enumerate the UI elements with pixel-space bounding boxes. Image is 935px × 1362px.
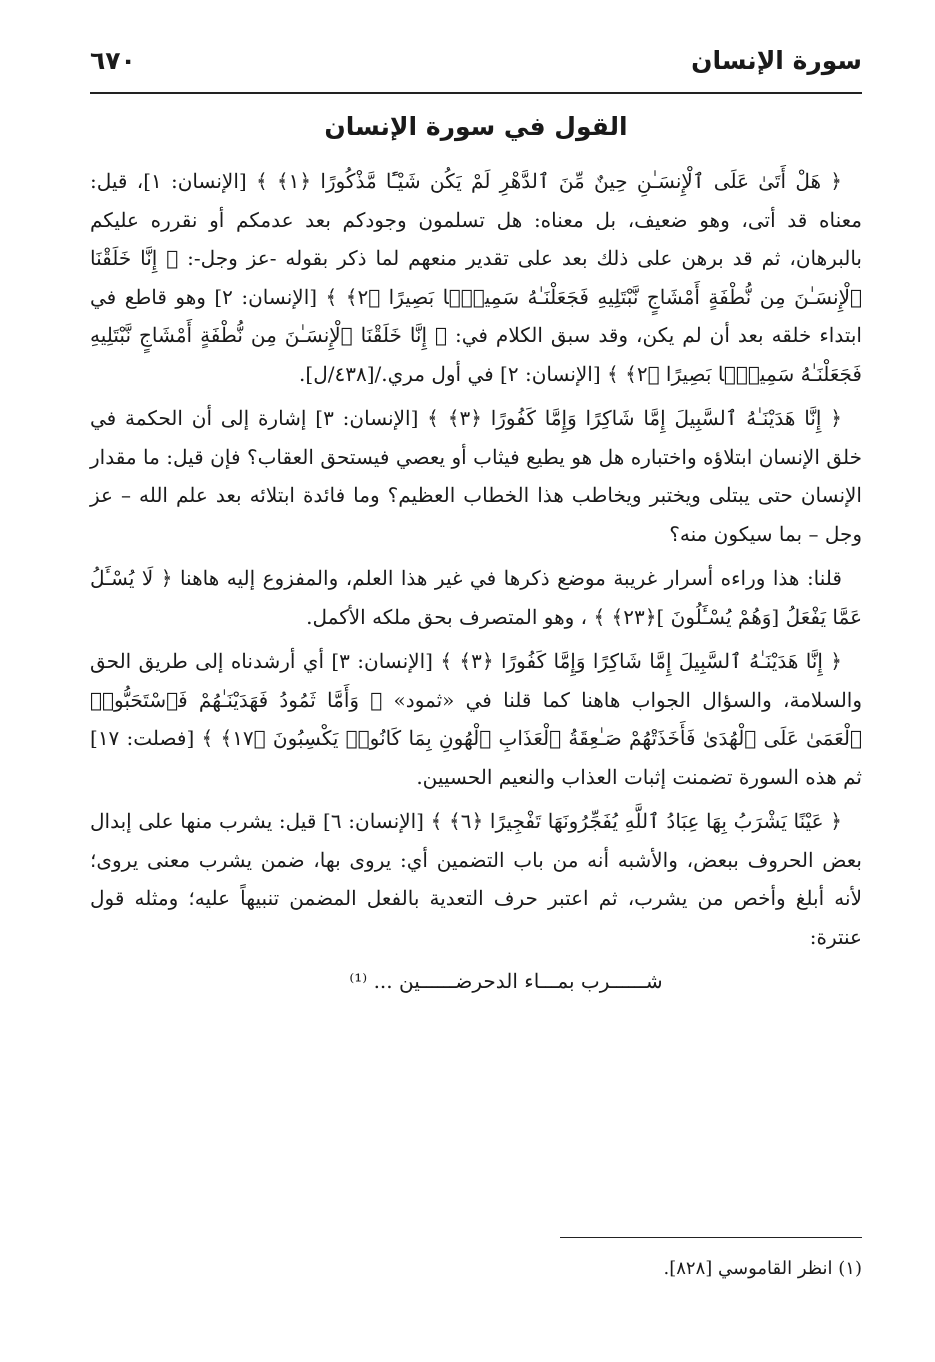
footnote-divider <box>560 1237 862 1238</box>
poem-line: شــــــرب بمـــاء الدحرضــــــين ... ⁽¹⁾ <box>349 969 663 993</box>
paragraph-1: ﴿ هَلْ أَتَىٰ عَلَى ٱلْإِنسَـٰنِ حِينٌ مِّنَ ٱلدَّهْرِ لَمْ يَكُن شَيْـًٔا مَّذْكُورًا ﴿١﴾ ﴾ [الإنسان: ١]، قيل: معناه قد أتى، وهو ضعيف، بل معناه: هل تسلمون وجودكم بعد عدمكم أو نقرره عليكم بالبرهان، ثم قد برهن على ذلك بعد على تقدير منعهم لما ذكر بقوله -عز وجل-: ﴿ إِنَّا خَلَقْنَا ٱلْإِنسَـٰنَ مِن نُّطْفَةٍ أَمْشَاجٍ نَّبْتَلِيهِ فَجَعَلْنَـٰهُ سَمِيعًۢا بَصِيرًا ﴿٢﴾ ﴾ [الإنسان: ٢] وهو قاطع في ابتداء خلقه بعد أن لم يكن، وقد سبق الكلام في: ﴿ إِنَّا خَلَقْنَا ٱلْإِنسَـٰنَ مِن نُّطْفَةٍ أَمْشَاجٍ نَّبْتَلِيهِ فَجَعَلْنَـٰهُ سَمِيعًۢا بَصِيرًا ﴿٢﴾ ﴾ [الإنسان: ٢] في أول مري./[٤٣٨/ل]. <box>90 169 863 386</box>
paragraph-4: ﴿ إِنَّا هَدَيْنَـٰهُ ٱلسَّبِيلَ إِمَّا شَاكِرًا وَإِمَّا كَفُورًا ﴿٣﴾ ﴾ [الإنسان: ٣] أي أرشدناه إلى طريق الحق والسلامة، والسؤال الجواب هاهنا كما قلنا في «ثمود» ﴿ وَأَمَّا ثَمُودُ فَهَدَيْنَـٰهُمْ فَٱسْتَحَبُّوا۟ ٱلْعَمَىٰ عَلَى ٱلْهُدَىٰ فَأَخَذَتْهُمْ صَـٰعِقَةُ ٱلْعَذَابِ ٱلْهُونِ بِمَا كَانُوا۟ يَكْسِبُونَ ﴿١٧﴾ ﴾ [فصلت: ١٧] ثم هذه السورة تضمنت إثبات العذاب والنعيم الحسيين. <box>90 649 862 789</box>
section-title: القول في سورة الإنسان <box>324 112 628 141</box>
paragraph-2: ﴿ إِنَّا هَدَيْنَـٰهُ ٱلسَّبِيلَ إِمَّا شَاكِرًا وَإِمَّا كَفُورًا ﴿٣﴾ ﴾ [الإنسان: ٣] إشارة إلى أن الحكمة في خلق الإنسان ابتلاؤه واختباره هل هو يطيع فيثاب أو يعصي فيستحق العقاب؟ فإن قيل: ما مقدار الإنسان حتى يبتلى ويختبر ويخاطب هذا الخطاب العظيم؟ وما فائدة ابتلائه بعد علم الله – عز وجل – بما سيكون منه؟ <box>90 406 862 546</box>
paragraph-3: قلنا: هذا وراءه أسرار غريبة موضع ذكرها في غير هذا العلم، والمفزوع إليه هاهنا ﴿ لَا يُسْـَٔلُ عَمَّا يَفْعَلُ [وَهُمْ يُسْـَٔلُونَ ]﴿٢٣﴾ ﴾ ، وهو المتصرف بحق ملكه الأكمل. <box>90 566 862 629</box>
header-page-number: ٦٧٠ <box>90 46 136 75</box>
page-header <box>90 44 862 90</box>
footnote: (١) انظر القاموسي [٨٢٨]. <box>663 1258 862 1279</box>
paragraph-5: ﴿ عَيْنًا يَشْرَبُ بِهَا عِبَادُ ٱللَّهِ يُفَجِّرُونَهَا تَفْجِيرًا ﴿٦﴾ ﴾ [الإنسان: ٦] قيل: يشرب منها على إبدال بعض الحروف ببعض، والأشبه أنه من باب التضمين أي: يروى بها، ضمن يشرب معنى يروى؛ لأنه أبلغ وأخص من يشرب، ثم اعتبر حرف التعدية بالفعل المضمن تنبيهاً عليه؛ ومثله قول عنترة: <box>90 809 862 949</box>
body-text <box>90 162 862 1007</box>
header-divider <box>90 92 862 94</box>
header-surah-name: سورة الإنسان <box>691 46 862 75</box>
